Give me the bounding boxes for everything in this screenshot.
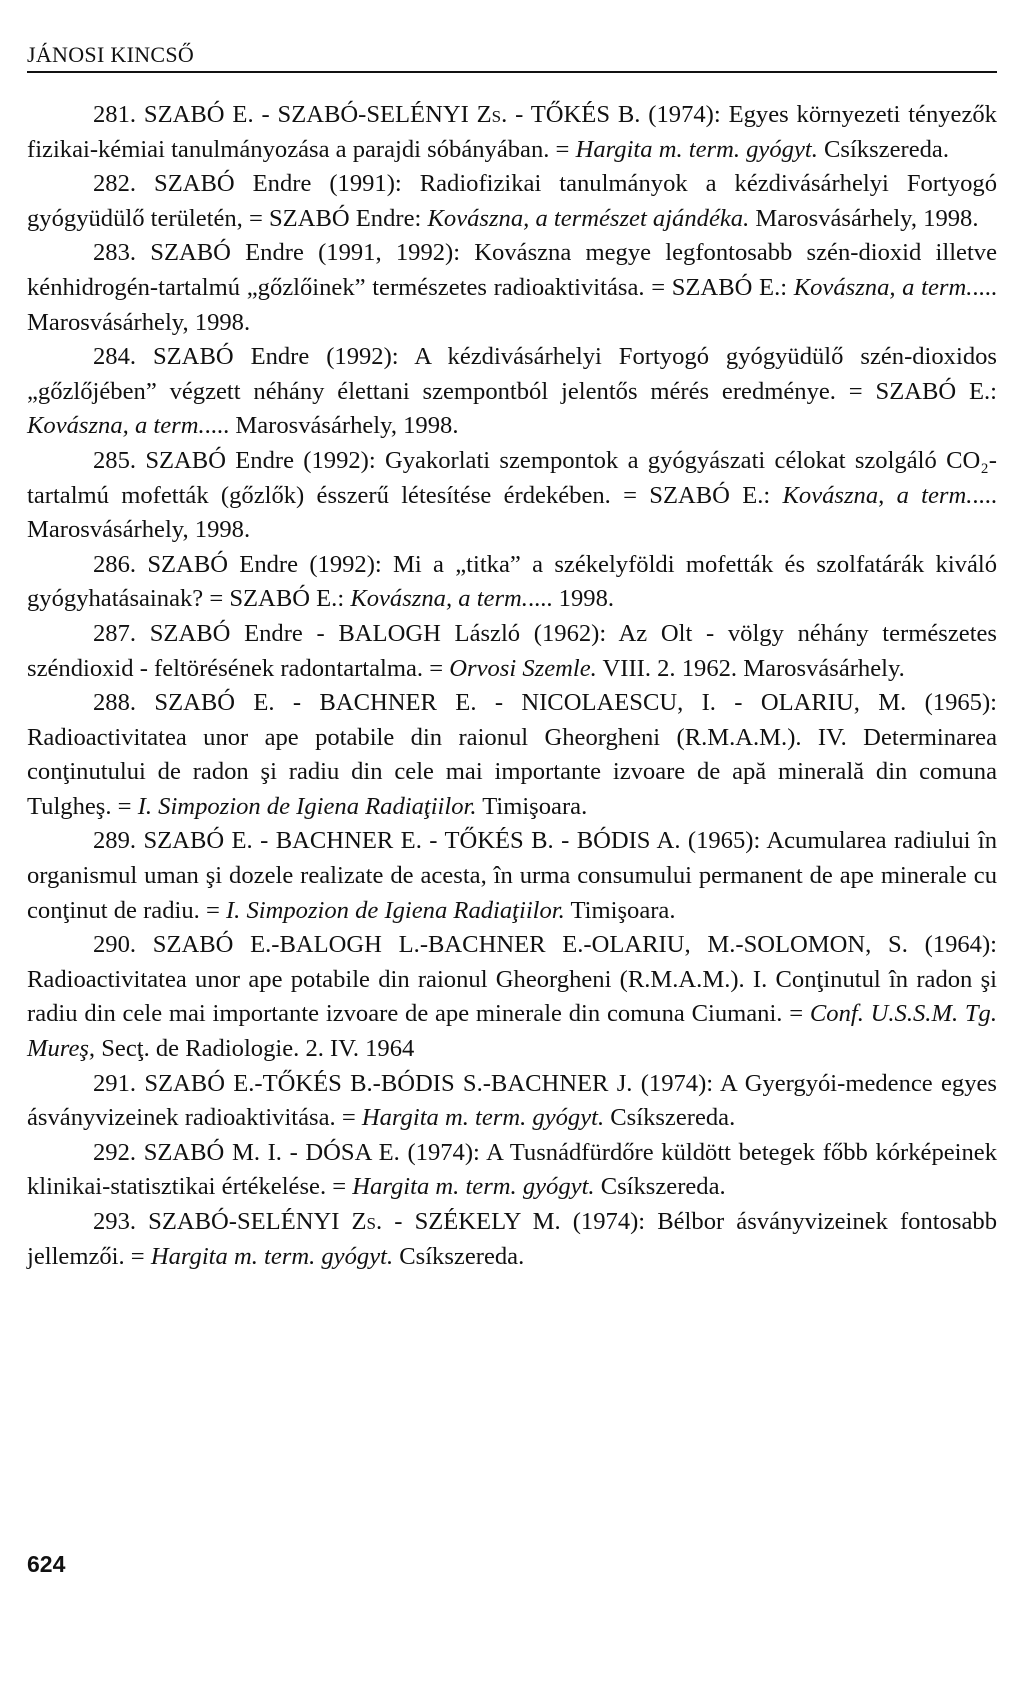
entry-text: Secţ. de Radiologie. 2. IV. 1964 — [95, 1035, 415, 1063]
entry-text: E.: — [956, 377, 998, 405]
entry-text: (1974): Egyes környezeti tényezők fizikai-kémiai tanulmányozása a parajdi sóbányában. = — [27, 101, 997, 163]
entry-source-title: Orvosi Szemle. — [449, 654, 597, 682]
entry-number: 290. — [93, 931, 137, 959]
entry-authors: SZABÓ — [154, 170, 235, 198]
entry-text: .... Marosvásárhely, 1998. — [27, 273, 997, 336]
entry-text: .... Marosvásárhely, 1998. — [27, 481, 997, 544]
running-header-title: JÁNOSI KINCSŐ — [27, 42, 195, 67]
entry-text: Endre (1992): Gyakorlati szempontok a gyógyászati célokat szolgáló CO₂-tartalmú mofetták (gőzlők) ésszerű létesítése érdekében. = — [27, 446, 997, 509]
entry-text: E.: — [310, 585, 351, 613]
entry-text: (1974): A Tusnádfürdőre küldött betegek főbb kórképeinek klinikai-statisztikai értékelése. = — [27, 1138, 997, 1201]
bibliography-entry — [27, 824, 997, 928]
bibliography-list — [27, 98, 997, 1274]
entry-authors: SZABÓ — [145, 446, 226, 474]
entry-text: E.: — [752, 273, 794, 301]
entry-authors: SZABÓ — [147, 550, 228, 578]
entry-number: 289. — [93, 827, 137, 855]
entry-text: .... Marosvásárhely, 1998. — [204, 412, 459, 440]
entry-text: Endre (1991, 1992): Kovászna megye legfontosabb szén-dioxid illetve kénhidrogén-tartalmú „gőzlőinek” természetes radioaktivitása. = — [27, 239, 997, 301]
entry-authors: SZABÓ E. - BACHNER E. - NICOLAESCU, I. - OLARIU, M. — [154, 689, 907, 717]
bibliography-entry — [27, 236, 997, 340]
entry-text: Csíkszereda. — [817, 135, 949, 163]
entry-number: 285. — [93, 446, 137, 474]
entry-authors: SZABÓ — [269, 204, 350, 232]
entry-text: Endre - — [230, 619, 339, 647]
entry-source-title: Hargita m. term. gyógyt. — [150, 1242, 394, 1270]
entry-source-title: Hargita m. term. gyógyt. — [575, 135, 818, 163]
entry-authors: SZABÓ — [649, 481, 730, 509]
entry-authors: SZABÓ — [875, 377, 957, 405]
entry-text: .... 1998. — [527, 585, 615, 613]
entry-authors: SZABÓ E.-TŐKÉS B.-BÓDIS S.-BACHNER J. — [144, 1069, 633, 1097]
bibliography-entry — [27, 928, 997, 1066]
entry-authors: SZABÓ E.-BALOGH L.-BACHNER E.-OLARIU, M.-SOLOMON, S. — [152, 931, 908, 959]
entry-text: László (1962): Az Olt - völgy néhány természetes széndioxid - feltörésének radontartalma. = — [27, 619, 998, 682]
entry-text: (1974): Bélbor ásványvizeinek fontosabb jellemzői. = — [27, 1208, 997, 1270]
entry-authors: SZABÓ — [229, 585, 310, 613]
bibliography-entry — [27, 98, 997, 167]
entry-source-title: Kovászna, a term. — [350, 585, 528, 613]
entry-text: (1965): Radioactivitatea unor ape potabile din raionul Gheorgheni (R.M.A.M.). IV. Determinarea conţinutului de radon şi radiu din cele mai importante izvoare de apă minerală din comuna Tulgheş. = — [27, 689, 997, 820]
entry-text: (1965): Acumularea radiului în organismul uman şi dozele realizate de acesta, în urma consumului permanent de ape minerale cu conţinut de radiu. = — [27, 827, 997, 924]
entry-text: VIII. 2. 1962. Marosvásárhely. — [596, 654, 905, 682]
entry-source-title: Kovászna, a term. — [27, 412, 205, 440]
bibliography-entry — [27, 340, 997, 444]
entry-authors: SZABÓ E. - SZABÓ-SELÉNYI Zs. - TŐKÉS B. — [143, 101, 641, 128]
bibliography-entry — [27, 1136, 997, 1205]
running-header — [27, 42, 997, 73]
bibliography-entry — [27, 444, 997, 548]
entry-source-title: Kovászna, a term. — [782, 481, 973, 509]
bibliography-entry — [27, 1067, 997, 1136]
entry-authors: SZABÓ — [150, 239, 231, 267]
entry-number: 288. — [93, 689, 137, 717]
entry-authors: SZABÓ — [671, 273, 753, 301]
entry-authors: BALOGH — [338, 619, 441, 647]
bibliography-entry — [27, 548, 997, 617]
entry-source-title: Hargita m. term. gyógyt. — [352, 1173, 595, 1201]
bibliography-entry — [27, 1205, 997, 1274]
entry-source-title: Conf. U.S.S.M. Tg. Mureş, — [27, 1000, 997, 1063]
entry-source-title: Kovászna, a term. — [793, 273, 973, 301]
entry-text: Csíkszereda. — [393, 1242, 525, 1270]
entry-text: Endre: — [349, 204, 428, 232]
entry-authors: SZABÓ — [152, 343, 234, 371]
entry-text: E.: — [729, 481, 783, 509]
entry-text: (1974): A Gyergyói-medence egyes ásványvizeinek radioaktivitása. = — [27, 1069, 997, 1132]
bibliography-entry — [27, 167, 997, 236]
entry-text: Endre (1992): Mi a „titka” a székelyföldi mofetták és szolfatárák kiváló gyógyhatásainak? = — [27, 550, 997, 613]
entry-number: 282. — [93, 170, 137, 198]
entry-text: Endre (1991): Radiofizikai tanulmányok a kézdivásárhelyi Fortyogó gyógyüdülő területén, = — [27, 170, 997, 232]
entry-source-title: I. Simpozion de Igiena Radiaţiilor. — [225, 896, 565, 924]
entry-authors: SZABÓ E. - BACHNER E. - TŐKÉS B. - BÓDIS A. — [143, 827, 681, 855]
entry-number: 283. — [93, 239, 137, 267]
entry-text: Timişoara. — [564, 896, 676, 924]
bibliography-entry — [27, 686, 997, 824]
entry-source-title: Kovászna, a természet ajándéka. — [427, 204, 750, 232]
entry-text: Csíkszereda. — [594, 1173, 726, 1201]
entry-text: Endre (1992): A kézdivásárhelyi Fortyogó gyógyüdülő szén-dioxidos „gőzlőjében” végzett néhány élettani szempontból jelentős mérés eredménye. = — [27, 343, 997, 405]
entry-number: 287. — [93, 619, 137, 647]
entry-source-title: Hargita m. term. gyógyt. — [361, 1104, 605, 1132]
entry-number: 286. — [93, 550, 137, 578]
entry-source-title: I. Simpozion de Igiena Radiaţiilor. — [137, 792, 477, 820]
entry-authors: SZABÓ-SELÉNYI Zs. - SZÉKELY M. — [148, 1208, 561, 1235]
entry-number: 291. — [93, 1069, 137, 1097]
entry-number: 284. — [93, 343, 137, 371]
entry-text: Csíkszereda. — [604, 1104, 736, 1132]
bibliography-entry — [27, 617, 997, 686]
entry-number: 293. — [93, 1208, 137, 1235]
entry-number: 281. — [93, 101, 137, 128]
entry-text: (1964): Radioactivitatea unor ape potabile din raionul Gheorgheni (R.M.A.M.). I. Conţinutul în radon şi radiu din cele mai importante izvoare de ape minerale din comuna Ciumani. = — [27, 931, 997, 1028]
entry-authors: SZABÓ — [149, 619, 231, 647]
entry-text: Marosvásárhely, 1998. — [749, 204, 979, 232]
entry-authors: SZABÓ M. I. - DÓSA E. — [143, 1138, 400, 1166]
page-number: 624 — [27, 1551, 66, 1577]
entry-text: Timişoara. — [476, 792, 588, 820]
entry-number: 292. — [93, 1138, 137, 1166]
